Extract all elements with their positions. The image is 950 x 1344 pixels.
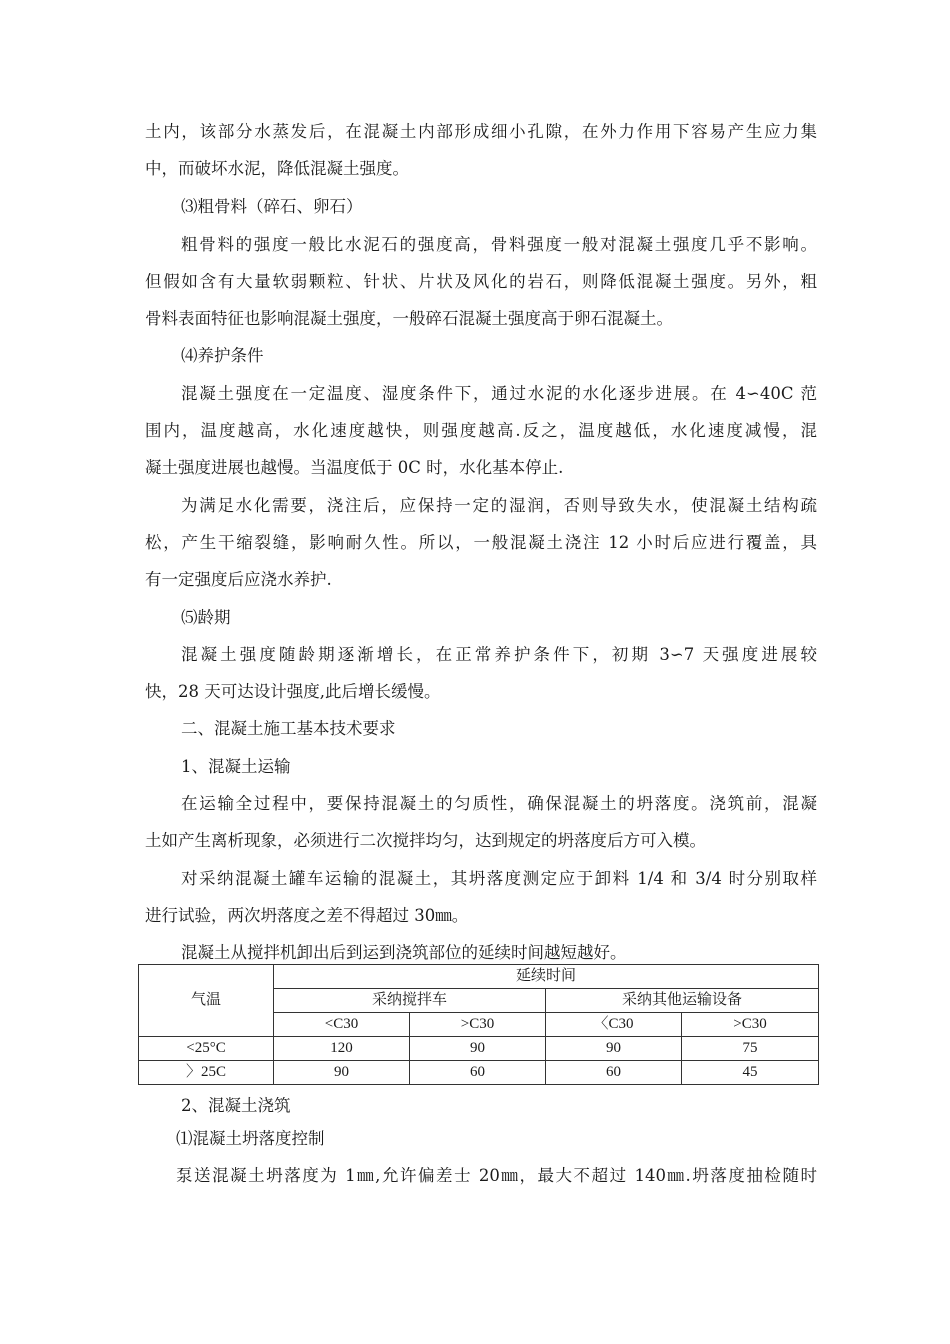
paragraph-line: 中，而破坏水泥，降低混凝土强度。 [145,159,409,178]
temperature-header: 气温 [139,965,274,1037]
table-cell: 60 [546,1061,682,1085]
temperature-cell: 〉25C [139,1061,274,1085]
chapter-heading: 二、混凝土施工基本技术要求 [181,719,396,738]
paragraph-line: 粗骨料的强度一般比水泥石的强度高，骨料强度一般对混凝土强度几乎不影响。 [181,235,817,254]
paragraph-line: 混凝土强度在一定温度、湿度条件下，通过水泥的水化逐步进展。在 4∽40C 范 [181,384,817,403]
section-heading: 2、混凝土浇筑 [181,1096,291,1115]
table-cell: 120 [274,1037,410,1061]
table-row [139,1037,819,1061]
table-header-row [139,965,819,989]
table-row [139,1061,819,1085]
paragraph-line: 混凝土强度随龄期逐渐增长，在正常养护条件下，初期 3∽7 天强度进展较 [181,645,817,664]
grade-header: >C30 [682,1013,819,1037]
paragraph-line: 土内，该部分水蒸发后，在混凝土内部形成细小孔隙，在外力作用下容易产生应力集 [145,122,817,141]
paragraph-line: 混凝土从搅拌机卸出后到运到浇筑部位的延续时间越短越好。 [181,943,627,962]
paragraph-line: 但假如含有大量软弱颗粒、针状、片状及风化的岩石，则降低混凝土强度。另外，粗 [145,272,817,291]
paragraph-line: 骨料表面特征也影响混凝土强度，一般碎石混凝土强度高于卵石混凝土。 [145,309,673,328]
section-heading: ⑷养护条件 [181,346,264,365]
table-cell: 75 [682,1037,819,1061]
temperature-cell: <25°C [139,1037,274,1061]
paragraph-line: 围内，温度越高，水化速度越快，则强度越高.反之，温度越低，水化速度减慢，混 [145,421,817,440]
group-header-other-equipment: 采纳其他运输设备 [546,989,819,1013]
group-header-mixer-truck: 采纳搅拌车 [274,989,546,1013]
paragraph-line: 为满足水化需要，浇注后，应保持一定的湿润，否则导致失水，使混凝土结构疏 [181,496,817,515]
table-cell: 60 [410,1061,546,1085]
paragraph-line: 泵送混凝土坍落度为 1㎜,允许偏差士 20㎜，最大不超过 140㎜.坍落度抽检随时 [176,1166,817,1185]
section-heading: ⑸龄期 [181,608,231,627]
transport-time-table [138,964,819,1085]
section-heading: 1、混凝土运输 [181,757,291,776]
paragraph-line: 凝土强度进展也越慢。当温度低于 0C 时，水化基本停止. [145,458,564,477]
paragraph-line: 在运输全过程中，要保持混凝土的匀质性，确保混凝土的坍落度。浇筑前，混凝 [181,794,817,813]
grade-header: >C30 [410,1013,546,1037]
grade-header: <C30 [274,1013,410,1037]
paragraph-line: 进行试验，两次坍落度之差不得超过 30㎜。 [145,906,469,925]
duration-header: 延续时间 [274,965,819,989]
table-cell: 90 [410,1037,546,1061]
paragraph-line: 土如产生离析现象，必须进行二次搅拌均匀，达到规定的坍落度后方可入模。 [145,831,706,850]
table-cell: 90 [274,1061,410,1085]
section-heading: ⑴混凝土坍落度控制 [176,1129,325,1148]
paragraph-line: 松，产生干缩裂缝，影响耐久性。所以，一般混凝土浇注 12 小时后应进行覆盖，具 [145,533,817,552]
paragraph-line: 对采纳混凝土罐车运输的混凝土，其坍落度测定应于卸料 1/4 和 3/4 时分别取样 [181,869,817,888]
grade-header: 〈C30 [546,1013,682,1037]
paragraph-line: 有一定强度后应浇水养护. [145,570,332,589]
table-cell: 90 [546,1037,682,1061]
section-heading: ⑶粗骨料（碎石、卵石） [181,197,363,216]
paragraph-line: 快，28 天可达设计强度,此后增长缓慢。 [145,682,441,701]
table-cell: 45 [682,1061,819,1085]
